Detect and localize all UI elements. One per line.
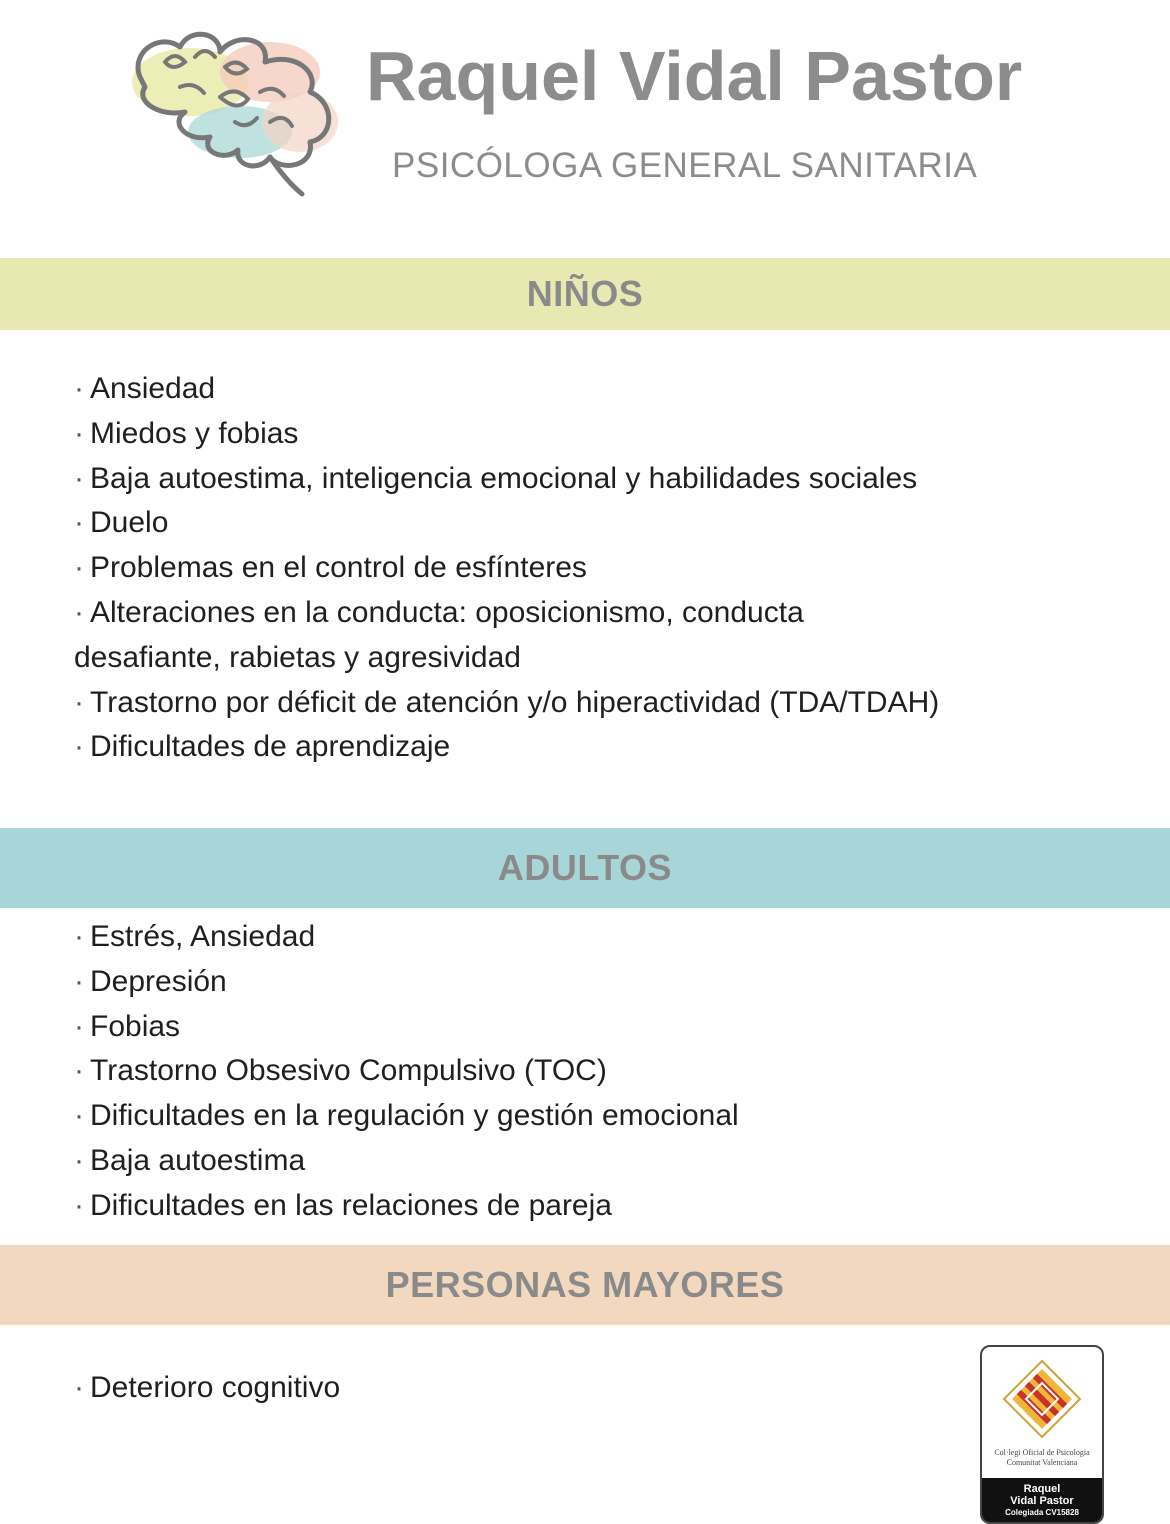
list-item: · Deterioro cognitivo <box>74 1371 341 1404</box>
practitioner-title: PSICÓLOGA GENERAL SANITARIA <box>392 146 978 185</box>
list-item: · Depresión <box>74 964 227 998</box>
list-item: · Trastorno Obsesivo Compulsivo (TOC) <box>74 1054 607 1088</box>
practitioner-name: Raquel Vidal Pastor <box>366 37 1023 115</box>
list-mayores <box>74 1366 340 1411</box>
list-item: · Problemas en el control de esfínteres <box>74 551 587 585</box>
list-item: · Dificultades en la regulación y gestión emocional <box>74 1099 739 1133</box>
badge-member-info: Raquel Vidal Pastor Colegiada CV15828 <box>982 1478 1102 1522</box>
college-membership-badge <box>980 1345 1104 1524</box>
list-item: · Dificultades en las relaciones de pareja <box>74 1188 612 1222</box>
list-item: · Estrés, Ansiedad <box>74 920 316 953</box>
list-item: · Alteraciones en la conducta: oposicionismo, conducta <box>74 595 804 629</box>
list-item: · Ansiedad <box>74 372 216 405</box>
list-ninos <box>74 367 939 770</box>
college-emblem-icon <box>1002 1359 1082 1439</box>
list-item: · Duelo <box>74 506 169 540</box>
section-heading-mayores: PERSONAS MAYORES <box>0 1245 1170 1325</box>
header <box>0 0 1170 258</box>
list-item: · Dificultades de aprendizaje <box>74 730 451 764</box>
badge-organization: Col·legi Oficial de Psicologia Comunitat Valenciana <box>994 1448 1090 1467</box>
list-item-continuation: desafiante, rabietas y agresividad <box>74 640 521 674</box>
list-item: · Baja autoestima, inteligencia emocional y habilidades sociales <box>74 461 918 495</box>
list-adultos <box>74 915 739 1229</box>
list-item: · Baja autoestima <box>74 1143 306 1177</box>
brain-logo-icon <box>120 22 350 200</box>
list-item: · Fobias <box>74 1009 181 1043</box>
list-item: · Miedos y fobias <box>74 416 299 450</box>
list-item: · Trastorno por déficit de atención y/o hiperactividad (TDA/TDAH) <box>74 685 940 719</box>
section-heading-ninos: NIÑOS <box>0 258 1170 330</box>
section-heading-adultos: ADULTOS <box>0 828 1170 908</box>
